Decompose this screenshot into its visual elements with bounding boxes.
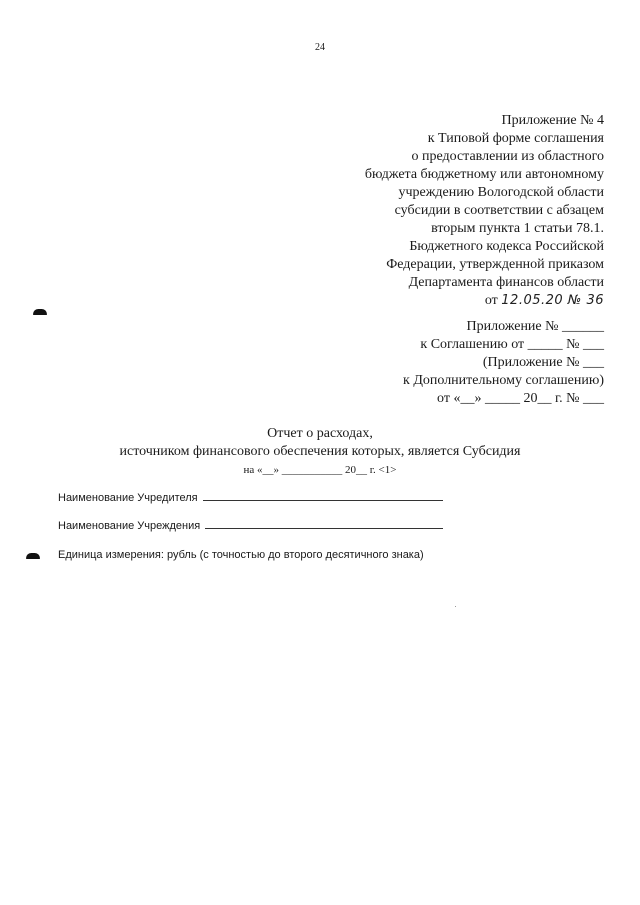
appendix-header bbox=[365, 112, 604, 310]
appendix-line: Департамента финансов области bbox=[408, 275, 604, 290]
report-title-line-2: источником финансового обеспечения которых, является Субсидия bbox=[119, 444, 521, 459]
appendix-line: к Типовой форме соглашения bbox=[427, 131, 604, 146]
agreement-line: (Приложение № ___ bbox=[482, 355, 604, 370]
agreement-line: к Соглашению от _____ № ___ bbox=[420, 337, 604, 352]
agreement-header bbox=[403, 318, 604, 408]
appendix-line: учреждению Вологодской области bbox=[398, 185, 604, 200]
appendix-line: субсидии в соответствии с абзацем bbox=[394, 203, 604, 218]
order-prefix: от bbox=[484, 293, 498, 308]
founder-field bbox=[58, 490, 443, 504]
unit-field bbox=[58, 549, 424, 561]
appendix-line: вторым пункта 1 статьи 78.1. bbox=[431, 221, 604, 236]
agreement-line: к Дополнительному соглашению) bbox=[403, 373, 604, 388]
institution-field bbox=[58, 518, 443, 532]
appendix-line: Бюджетного кодекса Российской bbox=[409, 239, 604, 254]
scan-speck bbox=[455, 606, 456, 607]
handwritten-order-date-number: 12.05.20 № 36 bbox=[501, 293, 604, 308]
appendix-line: Федерации, утвержденной приказом bbox=[386, 257, 604, 272]
agreement-line: от «__» _____ 20__ г. № ___ bbox=[437, 391, 604, 406]
report-title-line-1: Отчет о расходах, bbox=[267, 426, 373, 441]
appendix-line: о предоставлении из областного bbox=[411, 149, 604, 164]
unit-label: Единица измерения: рубль (с точностью до второго десятичного знака) bbox=[58, 549, 424, 561]
punch-hole-mark bbox=[33, 309, 47, 315]
report-title bbox=[0, 425, 640, 479]
founder-input-line[interactable] bbox=[203, 490, 443, 501]
agreement-line: Приложение № ______ bbox=[466, 319, 604, 334]
page-number: 24 bbox=[315, 42, 325, 53]
founder-label: Наименование Учредителя bbox=[58, 492, 198, 504]
appendix-line: Приложение № 4 bbox=[501, 113, 604, 128]
institution-input-line[interactable] bbox=[205, 518, 443, 529]
appendix-line: бюджета бюджетному или автономному bbox=[364, 167, 604, 182]
institution-label: Наименование Учреждения bbox=[58, 520, 201, 532]
order-reference bbox=[365, 292, 604, 310]
report-date-line: на «__» ___________ 20__ г. <1> bbox=[243, 464, 397, 476]
punch-hole-mark bbox=[26, 553, 40, 559]
